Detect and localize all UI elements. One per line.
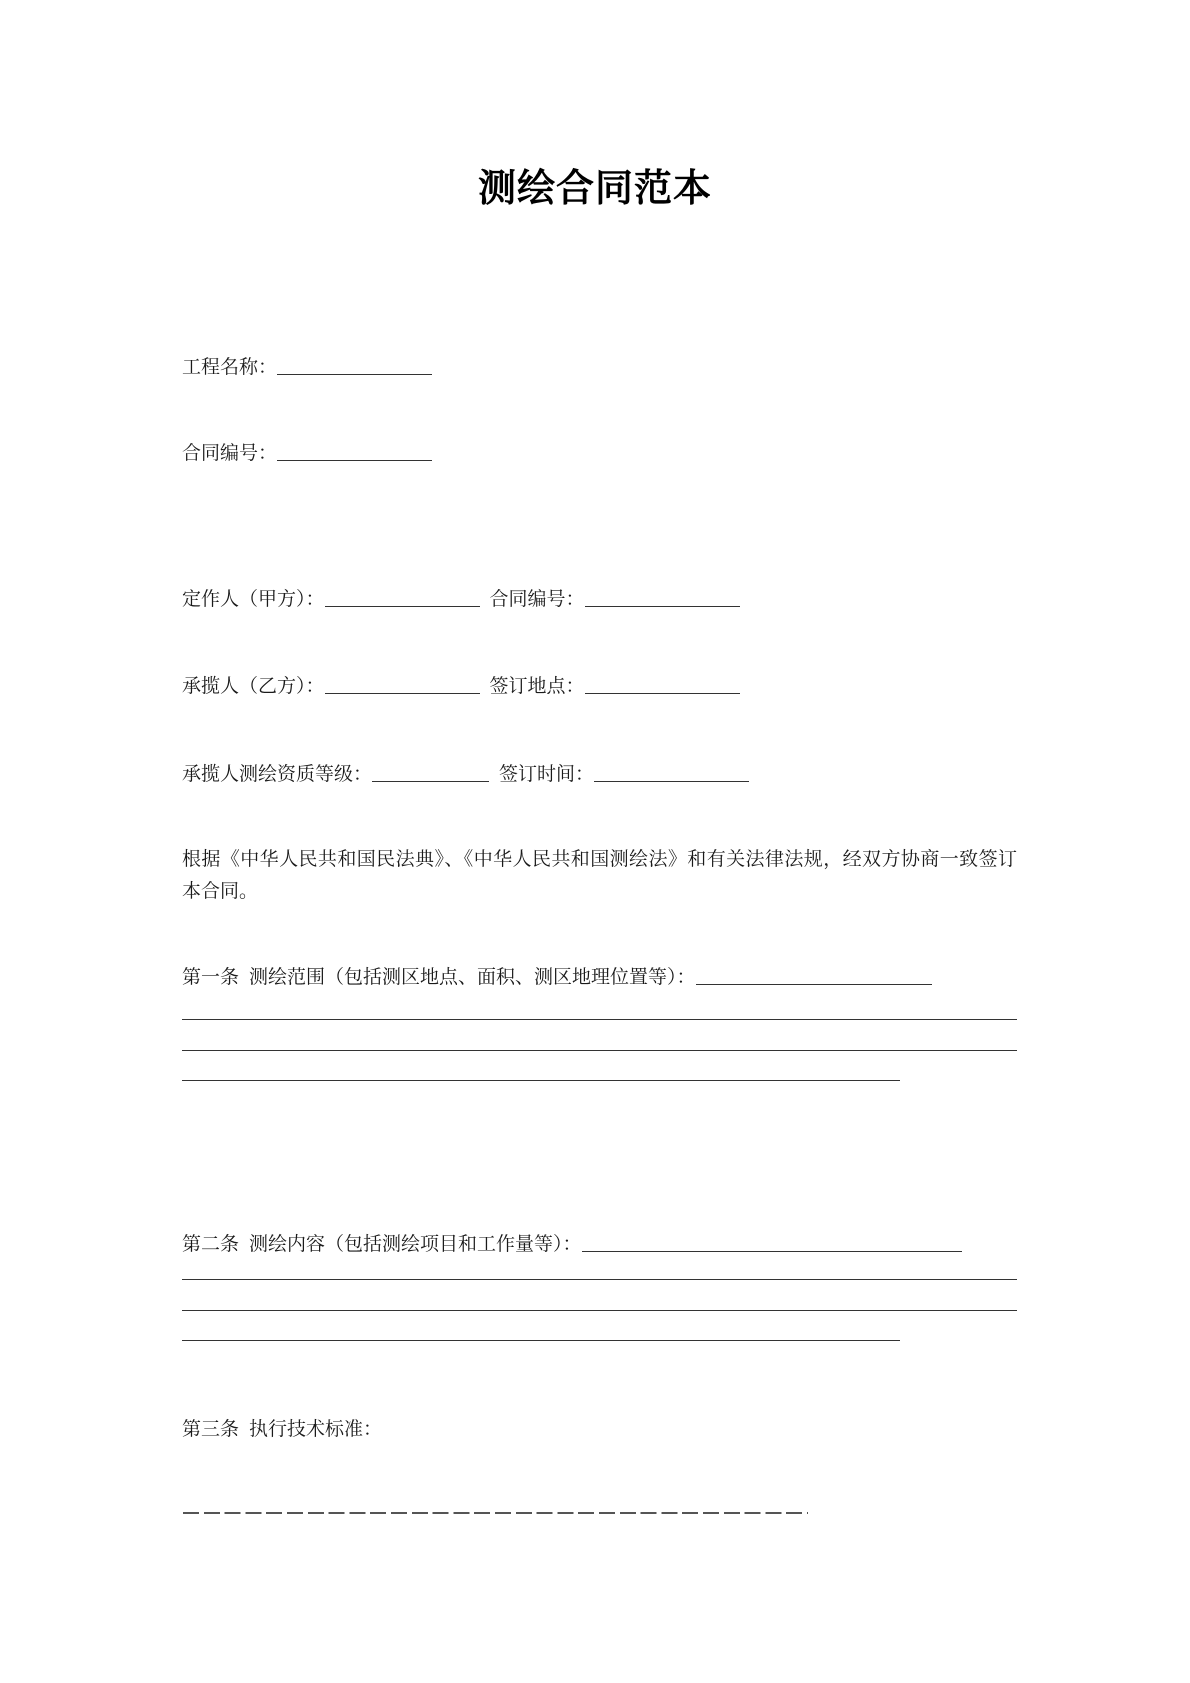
article-1-blank-first[interactable] (696, 983, 932, 985)
contract-number-2-blank[interactable] (585, 605, 740, 607)
party-row-client (182, 587, 740, 611)
contractor-blank[interactable] (325, 692, 480, 694)
article-3-title: 执行技术标准： (249, 1418, 383, 1440)
qualification-label: 承揽人测绘资质等级： (182, 763, 373, 785)
article-3-dashed-blank[interactable] (183, 1512, 808, 1514)
signing-place-label: 签订地点： (489, 675, 585, 697)
article-2-heading (182, 1232, 962, 1256)
preamble-paragraph: 根据《中华人民共和国民法典》、《中华人民共和国测绘法》和有关法律法规，经双方协商一致签订本合同。 (182, 848, 1017, 902)
document-title: 测绘合同范本 (477, 165, 712, 210)
project-name-label: 工程名称： (182, 356, 278, 378)
party-row-contractor (182, 674, 740, 698)
project-name-field (182, 355, 432, 379)
contract-number-2-label: 合同编号： (489, 588, 585, 610)
article-1-blank-line-4[interactable] (182, 1080, 900, 1081)
article-1-blank-line-2[interactable] (182, 1019, 1017, 1020)
article-2-number: 第二条 (182, 1233, 240, 1255)
article-2-blank-line-2[interactable] (182, 1279, 1017, 1280)
signing-time-label: 签订时间： (499, 763, 595, 785)
article-2-title: 测绘内容（包括测绘项目和工作量等）： (249, 1233, 582, 1255)
article-2-blank-line-4[interactable] (182, 1340, 900, 1341)
contract-number-label: 合同编号： (182, 442, 278, 464)
client-blank[interactable] (325, 605, 480, 607)
article-2-blank-first[interactable] (582, 1250, 962, 1252)
signing-place-blank[interactable] (585, 692, 740, 694)
contract-number-blank[interactable] (277, 459, 432, 461)
article-3-number: 第三条 (182, 1418, 240, 1440)
article-1-number: 第一条 (182, 966, 240, 988)
qualification-blank[interactable] (372, 780, 489, 782)
contract-number-field (182, 441, 432, 465)
contractor-label: 承揽人（乙方）： (182, 675, 325, 697)
client-label: 定作人（甲方）： (182, 588, 325, 610)
article-2-blank-line-3[interactable] (182, 1310, 1017, 1311)
project-name-blank[interactable] (277, 373, 432, 375)
party-row-qualification (182, 762, 749, 786)
article-3-heading (182, 1417, 382, 1441)
article-1-blank-line-3[interactable] (182, 1050, 1017, 1051)
article-1-title: 测绘范围（包括测区地点、面积、测区地理位置等）： (249, 966, 696, 988)
signing-time-blank[interactable] (594, 780, 749, 782)
article-1-heading (182, 965, 932, 989)
